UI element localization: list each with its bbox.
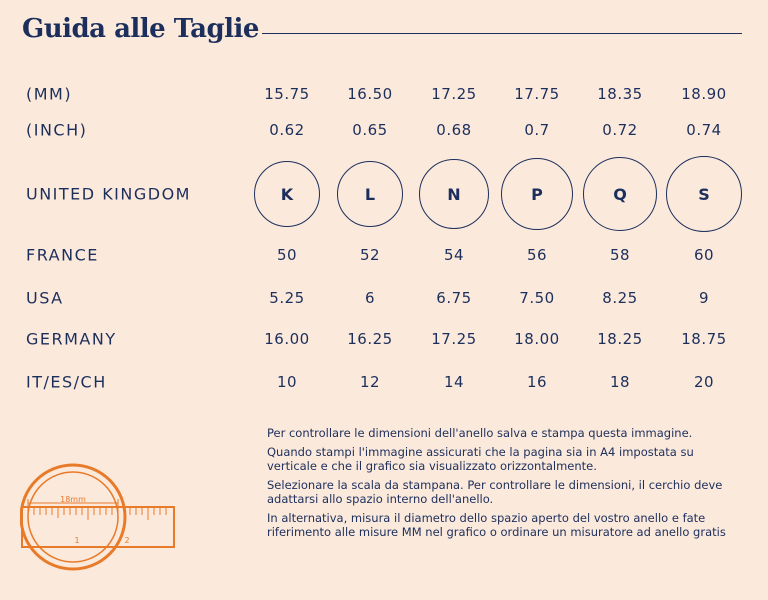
cell-france-5: 58	[609, 246, 631, 264]
cell-usa-3: 6.75	[436, 289, 472, 307]
cell-inch-4: 0.7	[524, 121, 550, 139]
cell-it-6: 20	[693, 373, 715, 391]
cell-france-3: 54	[443, 246, 465, 264]
ring-inner-icon	[28, 472, 118, 562]
cell-france-6: 60	[693, 246, 715, 264]
cell-inch-6: 0.74	[686, 121, 722, 139]
row-label-mm: (MM)	[26, 84, 73, 104]
ring-ruler-illustration	[20, 462, 180, 587]
uk-size-circle-l: L	[337, 161, 403, 227]
ruler-tick-label-1: 1	[74, 536, 80, 545]
ruler-measure-label: 18mm	[60, 495, 86, 504]
uk-size-circle-k: K	[254, 161, 320, 227]
cell-mm-4: 17.75	[514, 85, 560, 103]
uk-size-circle-q: Q	[583, 157, 657, 231]
cell-usa-2: 6	[364, 289, 376, 307]
cell-it-4: 16	[526, 373, 548, 391]
row-label-usa: USA	[26, 288, 64, 308]
cell-germany-3: 17.25	[431, 330, 477, 348]
instruction-text-3: Selezionare la scala da stampana. Per controllare le dimensioni, il cerchio deve adattarsi allo spazio interno dell'anello.	[267, 478, 723, 506]
cell-germany-1: 16.00	[264, 330, 310, 348]
uk-size-circle-n: N	[419, 159, 489, 229]
cell-germany-5: 18.25	[597, 330, 643, 348]
cell-mm-1: 15.75	[264, 85, 310, 103]
cell-usa-5: 8.25	[602, 289, 638, 307]
cell-inch-3: 0.68	[436, 121, 472, 139]
instruction-text-4: In alternativa, misura il diametro dello spazio aperto del vostro anello e fate riferimento alle misure MM nel grafico o ordinare un misuratore ad anello gratis	[267, 511, 726, 539]
cell-france-1: 50	[276, 246, 298, 264]
row-label-uk: UNITED KINGDOM	[26, 184, 191, 204]
cell-mm-6: 18.90	[681, 85, 727, 103]
cell-inch-2: 0.65	[352, 121, 388, 139]
cell-usa-4: 7.50	[519, 289, 555, 307]
row-label-germany: GERMANY	[26, 329, 117, 349]
cell-germany-4: 18.00	[514, 330, 560, 348]
cell-it-2: 12	[359, 373, 381, 391]
cell-it-1: 10	[276, 373, 298, 391]
cell-mm-5: 18.35	[597, 85, 643, 103]
cell-usa-1: 5.25	[269, 289, 305, 307]
ring-outer-icon	[21, 465, 125, 569]
cell-mm-2: 16.50	[347, 85, 393, 103]
ruler-icon	[22, 507, 174, 547]
cell-france-4: 56	[526, 246, 548, 264]
row-label-france: FRANCE	[26, 245, 99, 265]
cell-it-5: 18	[609, 373, 631, 391]
uk-size-circle-p: P	[501, 158, 573, 230]
row-label-it-es-ch: IT/ES/CH	[26, 372, 107, 392]
cell-inch-5: 0.72	[602, 121, 638, 139]
cell-france-2: 52	[359, 246, 381, 264]
ruler-tick-label-2: 2	[124, 536, 130, 545]
instructions-block	[267, 426, 747, 544]
instruction-text-2: Quando stampi l'immagine assicurati che la pagina sia in A4 impostata su verticale e che il grafico sia visualizzato orizzontalmente.	[267, 445, 694, 473]
page-title: Guida alle Taglie	[22, 14, 259, 44]
cell-it-3: 14	[443, 373, 465, 391]
cell-germany-2: 16.25	[347, 330, 393, 348]
instruction-text-1: Per controllare le dimensioni dell'anello salva e stampa questa immagine.	[267, 426, 693, 440]
cell-germany-6: 18.75	[681, 330, 727, 348]
row-label-inch: (INCH)	[26, 120, 88, 140]
cell-inch-1: 0.62	[269, 121, 305, 139]
cell-mm-3: 17.25	[431, 85, 477, 103]
cell-usa-6: 9	[698, 289, 710, 307]
title-divider	[262, 33, 742, 34]
uk-size-circle-s: S	[666, 156, 742, 232]
